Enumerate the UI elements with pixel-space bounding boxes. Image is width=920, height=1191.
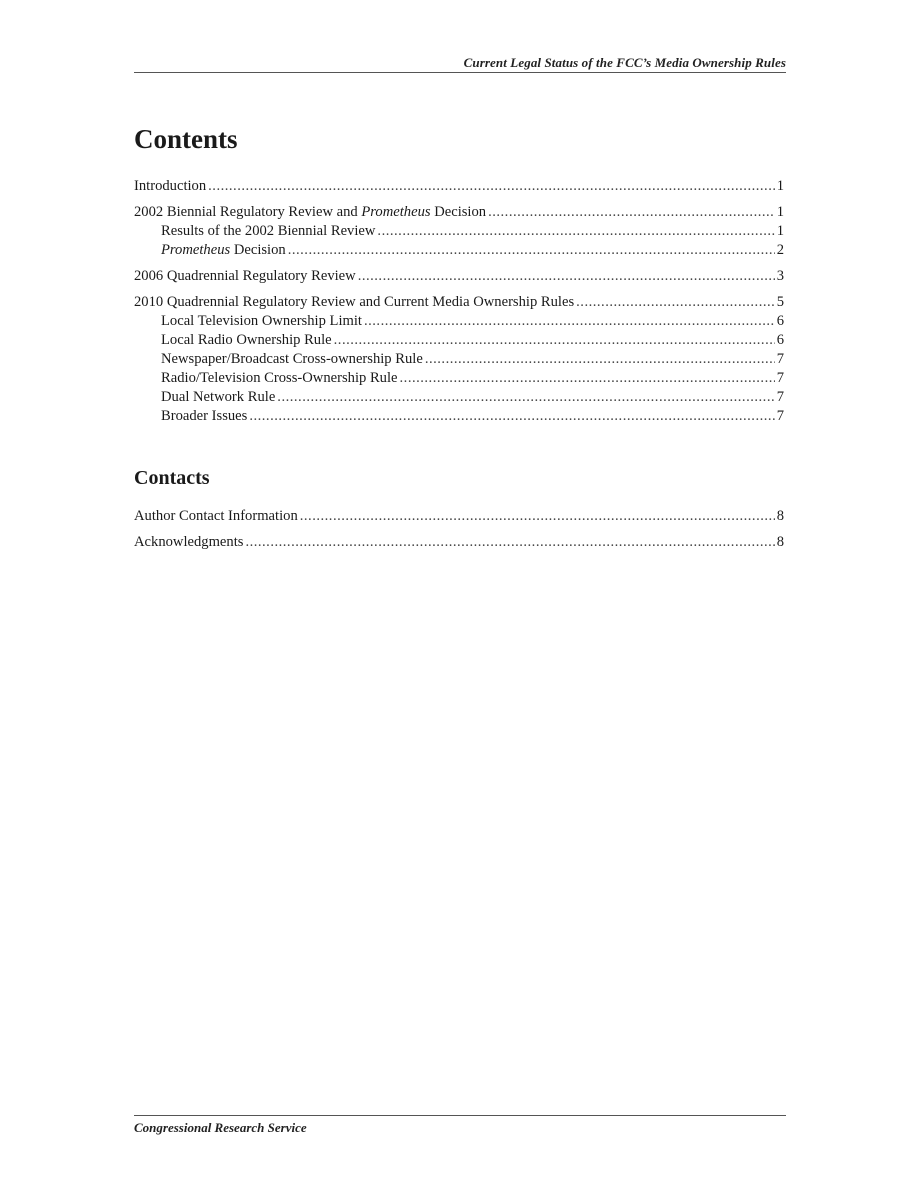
toc-entry-label: Dual Network Rule	[161, 389, 276, 405]
toc-page-number: 2	[776, 242, 784, 258]
toc-page-number: 8	[776, 508, 784, 524]
dot-leader	[277, 388, 774, 407]
toc-entry-local-radio-ownership[interactable]	[134, 331, 784, 350]
dot-leader	[425, 350, 775, 369]
toc-entry-label: Introduction	[134, 178, 207, 194]
toc-entry-label-italic: Prometheus	[161, 242, 231, 258]
toc-entry-label: 2010 Quadrennial Regulatory Review and Current Media Ownership Rules	[134, 294, 575, 310]
toc-page-number: 7	[776, 389, 784, 405]
toc-entry-label: Radio/Television Cross-Ownership Rule	[161, 370, 398, 386]
toc-page-number: 1	[776, 223, 784, 239]
dot-leader	[249, 407, 774, 426]
contacts-heading: Contacts	[134, 467, 210, 489]
toc-entry-label-tail: Decision	[430, 204, 487, 220]
dot-leader	[245, 533, 774, 552]
toc-page-number: 8	[776, 534, 784, 550]
toc-page-number: 7	[776, 370, 784, 386]
dot-leader	[358, 267, 775, 286]
toc-page-number: 3	[776, 268, 784, 284]
toc-entry-2010-quadrennial-review[interactable]	[134, 293, 784, 312]
toc-entry-introduction[interactable]	[134, 177, 784, 196]
toc-entry-results-2002-review[interactable]	[134, 222, 784, 241]
toc-page-number: 1	[776, 204, 784, 220]
dot-leader	[208, 177, 775, 196]
header-rule	[134, 72, 786, 73]
toc-entry-radio-television-cross-ownership[interactable]	[134, 369, 784, 388]
toc-entry-newspaper-broadcast-cross-ownership[interactable]	[134, 350, 784, 369]
toc-entry-acknowledgments[interactable]	[134, 533, 784, 552]
dot-leader	[576, 293, 775, 312]
toc-page-number: 7	[776, 351, 784, 367]
running-header: Current Legal Status of the FCC’s Media Ownership Rules	[463, 55, 786, 70]
dot-leader	[400, 369, 775, 388]
dot-leader	[488, 203, 775, 222]
toc-page-number: 1	[776, 178, 784, 194]
dot-leader	[334, 331, 775, 350]
toc-entry-label: Local Radio Ownership Rule	[161, 332, 332, 348]
footer-rule	[134, 1115, 786, 1116]
toc-entry-local-television-ownership[interactable]	[134, 312, 784, 331]
toc-entry-label: Broader Issues	[161, 408, 248, 424]
contacts-list	[134, 507, 784, 552]
toc-entry-label: Newspaper/Broadcast Cross-ownership Rule	[161, 351, 423, 367]
toc-entry-label: 2002 Biennial Regulatory Review and	[134, 204, 362, 220]
toc-entry-author-contact-information[interactable]	[134, 507, 784, 526]
toc-entry-label: Local Television Ownership Limit	[161, 313, 362, 329]
contents-heading: Contents	[134, 124, 238, 154]
dot-leader	[288, 241, 775, 260]
toc-entry-label: Acknowledgments	[134, 534, 244, 550]
dot-leader	[364, 312, 775, 331]
toc-page-number: 5	[776, 294, 784, 310]
toc-page-number: 6	[776, 332, 784, 348]
toc-entry-2002-biennial-review[interactable]	[134, 203, 784, 222]
toc-entry-label-italic: Prometheus	[361, 204, 431, 220]
running-footer: Congressional Research Service	[134, 1120, 307, 1135]
toc-entry-broader-issues[interactable]	[134, 407, 784, 426]
toc-entry-2006-quadrennial-review[interactable]	[134, 267, 784, 286]
dot-leader	[377, 222, 774, 241]
toc-entry-label: Results of the 2002 Biennial Review	[161, 223, 376, 239]
toc-entry-dual-network-rule[interactable]	[134, 388, 784, 407]
toc-entry-label: 2006 Quadrennial Regulatory Review	[134, 268, 356, 284]
dot-leader	[300, 507, 775, 526]
toc-entry-prometheus-decision[interactable]	[134, 241, 784, 260]
toc-page-number: 7	[776, 408, 784, 424]
toc-page-number: 6	[776, 313, 784, 329]
toc-entry-label-tail: Decision	[230, 242, 286, 258]
toc-entry-label: Author Contact Information	[134, 508, 298, 524]
table-of-contents	[134, 177, 784, 426]
